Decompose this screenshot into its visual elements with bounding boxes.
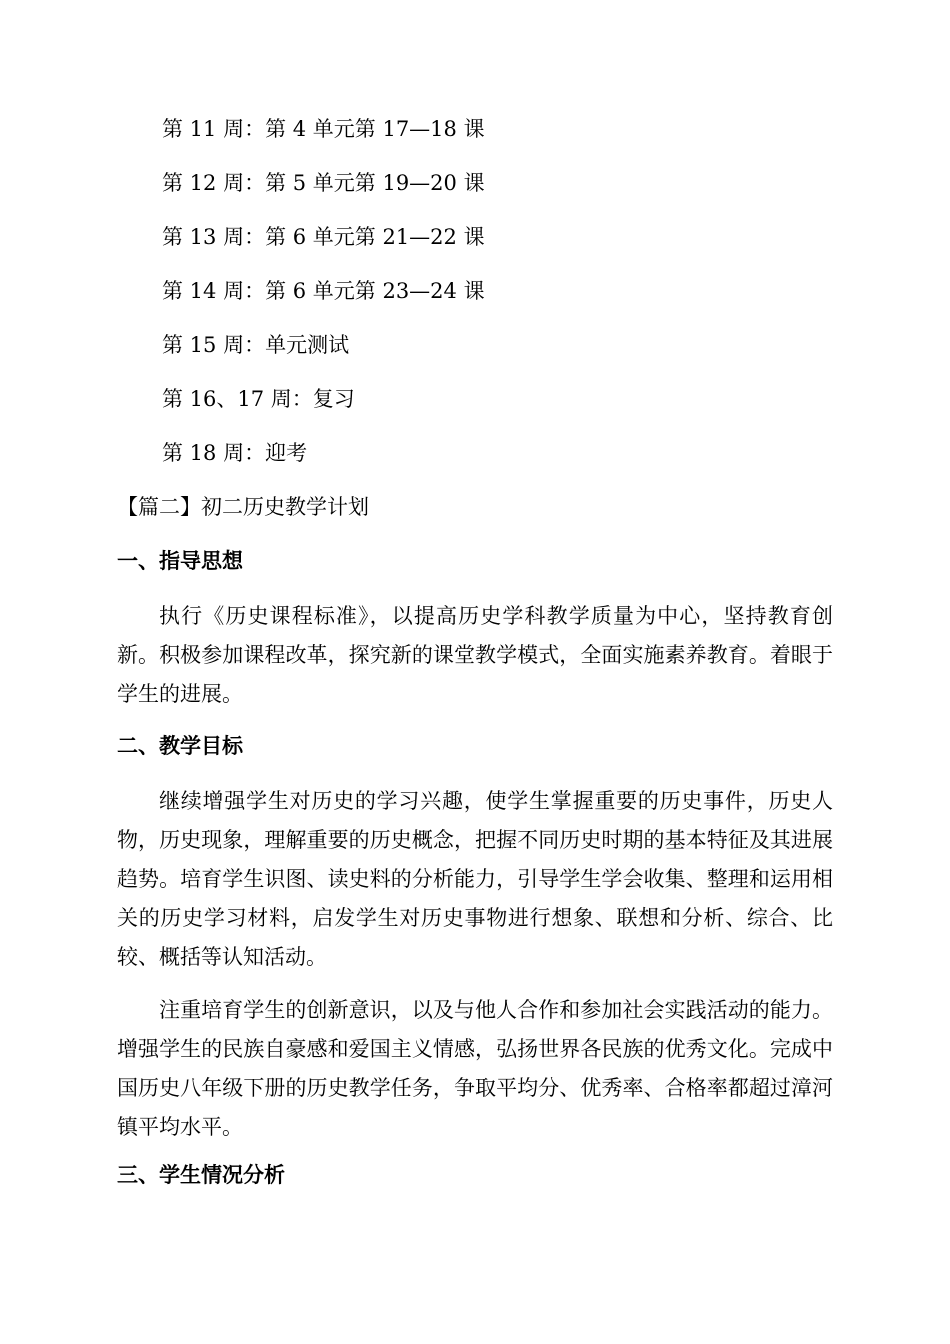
paragraph-teaching-goals-1: 继续增强学生对历史的学习兴趣，使学生掌握重要的历史事件，历史人物，历史现象，理解重要的历史概念，把握不同历史时期的基本特征及其进展趋势。培育学生识图、读史料的分析能力，引导学生学会收集、整理和运用相关的历史学习材料，启发学生对历史事物进行想象、联想和分析、综合、比较、概括等认知活动。 bbox=[117, 789, 833, 969]
paragraph-guiding-thought: 执行《历史课程标准》，以提高历史学科教学质量为中心，坚持教育创新。积极参加课程改革，探究新的课堂教学模式，全面实施素养教育。着眼于学生的进展。 bbox=[117, 604, 833, 706]
schedule-week-12: 第 12 周：第 5 单元第 19—20 课 bbox=[162, 171, 485, 195]
paragraph-teaching-goals-2: 注重培育学生的创新意识，以及与他人合作和参加社会实践活动的能力。增强学生的民族自豪感和爱国主义情感，弘扬世界各民族的优秀文化。完成中国历史八年级下册的历史教学任务，争取平均分、优秀率、合格率都超过漳河镇平均水平。 bbox=[117, 998, 833, 1139]
schedule-week-13: 第 13 周：第 6 单元第 21—22 课 bbox=[162, 225, 485, 249]
schedule-week-14: 第 14 周：第 6 单元第 23—24 课 bbox=[162, 279, 485, 303]
schedule-week-11: 第 11 周：第 4 单元第 17—18 课 bbox=[162, 117, 485, 141]
section-heading-student-analysis: 三、学生情况分析 bbox=[117, 1163, 285, 1187]
schedule-week-18: 第 18 周：迎考 bbox=[162, 441, 308, 465]
schedule-week-15: 第 15 周：单元测试 bbox=[162, 333, 350, 357]
section-heading-teaching-goals: 二、教学目标 bbox=[117, 734, 243, 758]
article-title: 【篇二】初二历史教学计划 bbox=[117, 495, 369, 519]
schedule-week-16-17: 第 16、17 周：复习 bbox=[162, 387, 355, 411]
section-heading-guiding-thought: 一、指导思想 bbox=[117, 549, 243, 573]
